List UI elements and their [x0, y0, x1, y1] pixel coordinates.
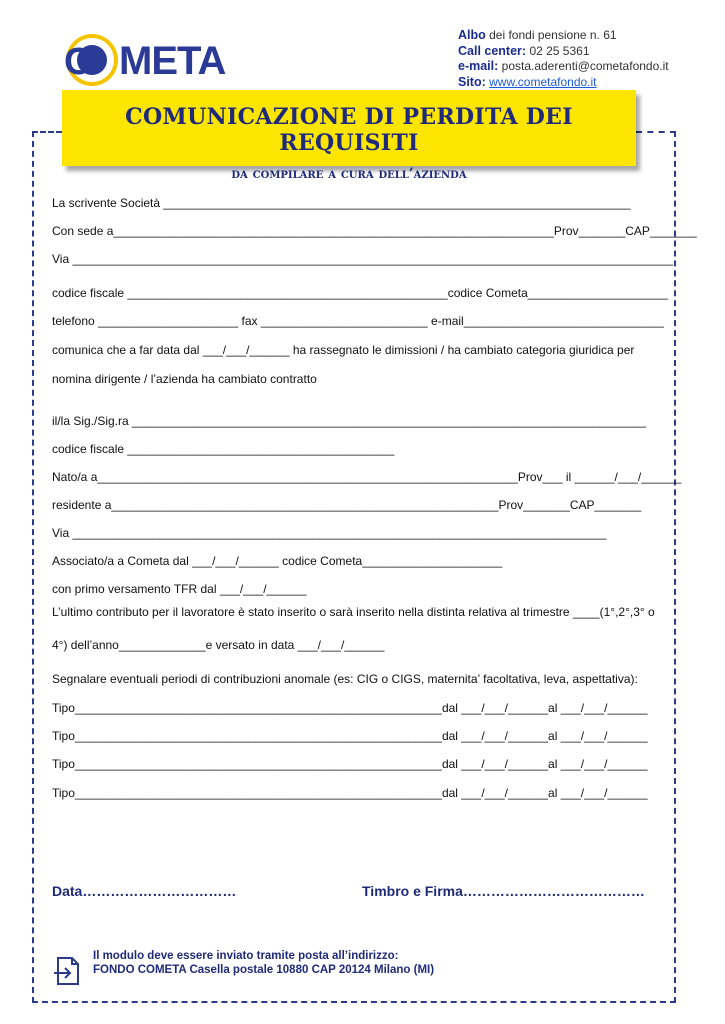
- cometa-logo: [62, 22, 252, 88]
- field-contatti[interactable]: telefono _____________________ fax _________________________ e-mail______________________________: [52, 314, 664, 328]
- svg-text:C: C: [64, 41, 92, 83]
- field-codice-fiscale-azienda[interactable]: codice fiscale ________________________________________________codice Cometa_____________________: [52, 286, 668, 300]
- field-societa[interactable]: La scrivente Società ______________________________________________________________________: [52, 196, 631, 210]
- title-banner: [62, 90, 636, 182]
- frame-top-left: [32, 131, 62, 133]
- field-nascita[interactable]: Nato/a a_______________________________________________________________Prov___ il ______/___/______: [52, 470, 682, 484]
- text-evento-cont: nomina dirigente / l’azienda ha cambiato contratto: [52, 372, 317, 386]
- field-codice-fiscale-lavoratore[interactable]: codice fiscale ________________________________________: [52, 442, 395, 456]
- timbro-firma-field[interactable]: Timbro e Firma…………………………………: [362, 883, 645, 899]
- field-residenza[interactable]: residente a__________________________________________________________Prov_______CAP_______: [52, 498, 642, 512]
- send-instructions: Il modulo deve essere inviato tramite posta all’indirizzo: FONDO COMETA Casella postale 10880 CAP 20124 Milano (MI): [93, 950, 435, 976]
- contact-block: [458, 28, 669, 90]
- field-associato[interactable]: Associato/a a Cometa dal ___/___/______ codice Cometa_____________________: [52, 554, 503, 568]
- field-primo-versamento[interactable]: con primo versamento TFR dal ___/___/______: [52, 582, 307, 596]
- call-center-line: Call center: 02 25 5361: [458, 43, 590, 58]
- field-via[interactable]: Via __________________________________________________________________________________________: [52, 252, 674, 266]
- field-tipo-1[interactable]: Tipo_______________________________________________________dal ___/___/______al ___/___/______: [52, 701, 648, 715]
- website-line: Sito: www.cometafondo.it: [458, 74, 597, 89]
- email-line: e-mail: posta.aderenti@cometafondo.it: [458, 59, 669, 73]
- field-anno-versamento[interactable]: 4°) dell’anno_____________e versato in data ___/___/______: [52, 638, 385, 652]
- data-field[interactable]: Data……………………………: [52, 883, 237, 899]
- field-via-lavoratore[interactable]: Via ________________________________________________________________________________: [52, 526, 607, 540]
- svg-text:META: META: [119, 39, 226, 83]
- send-document-icon: [52, 955, 84, 987]
- field-ultimo-contributo[interactable]: L’ultimo contributo per il lavoratore è stato inserito o sarà inserito nella distinta relativa al trimestre ____(1°,2°,3° o: [52, 605, 655, 619]
- field-sede[interactable]: Con sede a__________________________________________________________________Prov_______CAP_______: [52, 224, 697, 238]
- field-tipo-2[interactable]: Tipo_______________________________________________________dal ___/___/______al ___/___/______: [52, 729, 648, 743]
- website-link[interactable]: www.cometafondo.it: [489, 74, 597, 89]
- form-subtitle: da compilare a cura dell’azienda: [231, 166, 467, 182]
- field-tipo-4[interactable]: Tipo_______________________________________________________dal ___/___/______al ___/___/______: [52, 786, 648, 800]
- frame-top-right: [636, 131, 676, 133]
- form-title: COMUNICAZIONE DI PERDITA DEI REQUISITI: [125, 104, 573, 156]
- field-tipo-3[interactable]: Tipo_______________________________________________________dal ___/___/______al ___/___/______: [52, 757, 648, 771]
- field-data-evento[interactable]: comunica che a far data dal ___/___/______ ha rassegnato le dimissioni / ha cambiato categoria giuridica per: [52, 343, 635, 357]
- albo-line: Albo dei fondi pensione n. 61: [458, 28, 617, 42]
- field-nominativo[interactable]: il/la Sig./Sig.ra _____________________________________________________________________________: [52, 414, 646, 428]
- text-periodi-anomali: Segnalare eventuali periodi di contribuzioni anomale (es: CIG o CIGS, maternita’ facoltativa, leva, aspettativa):: [52, 672, 638, 686]
